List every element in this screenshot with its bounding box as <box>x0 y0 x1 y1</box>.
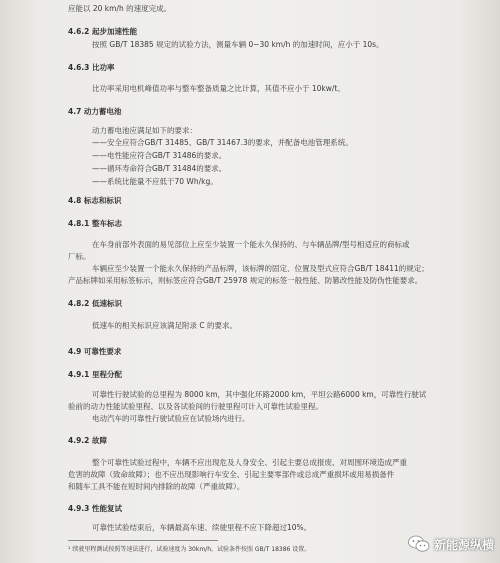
body-text-line: 应能以 20 km/h 的速度完成。 <box>68 4 172 13</box>
body-text-line: 按照 GB/T 18385 规定的试验方法，测量车辆 0~30 km/h 的加速时间，应小于 10s。 <box>92 40 384 49</box>
body-text-line: ——系统比能量不应低于70 Wh/kg。 <box>92 177 218 186</box>
section-heading: 4.8 标志和标识 <box>68 196 122 205</box>
body-text-line: 车辆应至少装置一个能永久保持的产品标牌，该标牌的固定、位置及型式应符合GB/T 18411的规定； <box>92 264 429 273</box>
section-heading: 4.6.3 比功率 <box>68 63 115 72</box>
body-text-line: ——循环寿命符合GB/T 31484的要求。 <box>92 164 227 173</box>
section-heading: 4.9 可靠性要求 <box>68 347 122 356</box>
body-text-line: 验前的动力性能试验里程、以及各试验间的行驶里程可计入可靠性试验里程。 <box>68 402 323 411</box>
body-text-line: 整个可靠性试验过程中，车辆不应出现危及人身安全、引起主要总成报废、对周围环境造成严重 <box>92 458 407 467</box>
section-heading: 4.8.2 低速标识 <box>68 299 122 308</box>
body-text-line: ——电性能应符合GB/T 31486的要求。 <box>92 151 227 160</box>
body-text-line: 可靠性行驶试验的总里程为 8000 km，其中强化环路2000 km，平坦公路6000 km，可靠性行驶试 <box>92 390 427 399</box>
body-text-line: ——安全应符合GB/T 31485、GB/T 31467.3的要求，并配备电池管理系统。 <box>92 138 353 147</box>
body-text-line: 比功率采用电机峰值功率与整车整备质量之比计算，其值不应小于 10kw/t。 <box>92 84 345 93</box>
body-text-line: 在车身前部外表面的易见部位上应至少装置一个能永久保持的、与车辆品牌/型号相适应的商标或 <box>92 240 410 249</box>
section-heading: 4.6.2 起步加速性能 <box>68 27 137 36</box>
body-text-line: 和随车工具不能在短时间内排除的故障（严重故障）。 <box>68 482 245 491</box>
body-text-line: 动力蓄电池应满足如下的要求： <box>92 126 197 135</box>
section-heading: 4.9.2 故障 <box>68 436 107 445</box>
wechat-logo-icon <box>408 535 430 553</box>
footnote-rule <box>68 540 218 541</box>
watermark <box>408 533 494 555</box>
body-text-line: 厂标。 <box>68 252 91 261</box>
body-text-line: 低速车的相关标识应该满足附录 C 的要求。 <box>92 321 238 330</box>
watermark-text: 新能源纵横 <box>433 537 494 552</box>
section-heading: 4.7 动力蓄电池 <box>68 107 122 116</box>
body-text-line: 电动汽车的可靠性行驶试验应在试验场内进行。 <box>92 414 250 423</box>
section-heading: 4.9.1 里程分配 <box>68 370 122 379</box>
section-heading: 4.9.3 性能复试 <box>68 504 122 513</box>
body-text-line: 产品标牌如采用标签标示，则标签应符合GB/T 25978 规定的标签一般性能、防篡改性能及防伪性能要求。 <box>68 276 423 285</box>
footnote: ¹ 续驶里程测试按照等速法进行，试验速度为 30km/h，试验条件按照 GB/T 18386 设置。 <box>68 546 311 553</box>
body-text-line: 危害的故障（致命故障）；也不应出现影响行车安全、引起主要零部件或总成严重损坏或用易损备件 <box>68 470 395 479</box>
body-text-line: 可靠性试验结束后，车辆最高车速、续驶里程不应下降超过10%。 <box>92 523 312 532</box>
section-heading: 4.8.1 整车标志 <box>68 219 122 228</box>
